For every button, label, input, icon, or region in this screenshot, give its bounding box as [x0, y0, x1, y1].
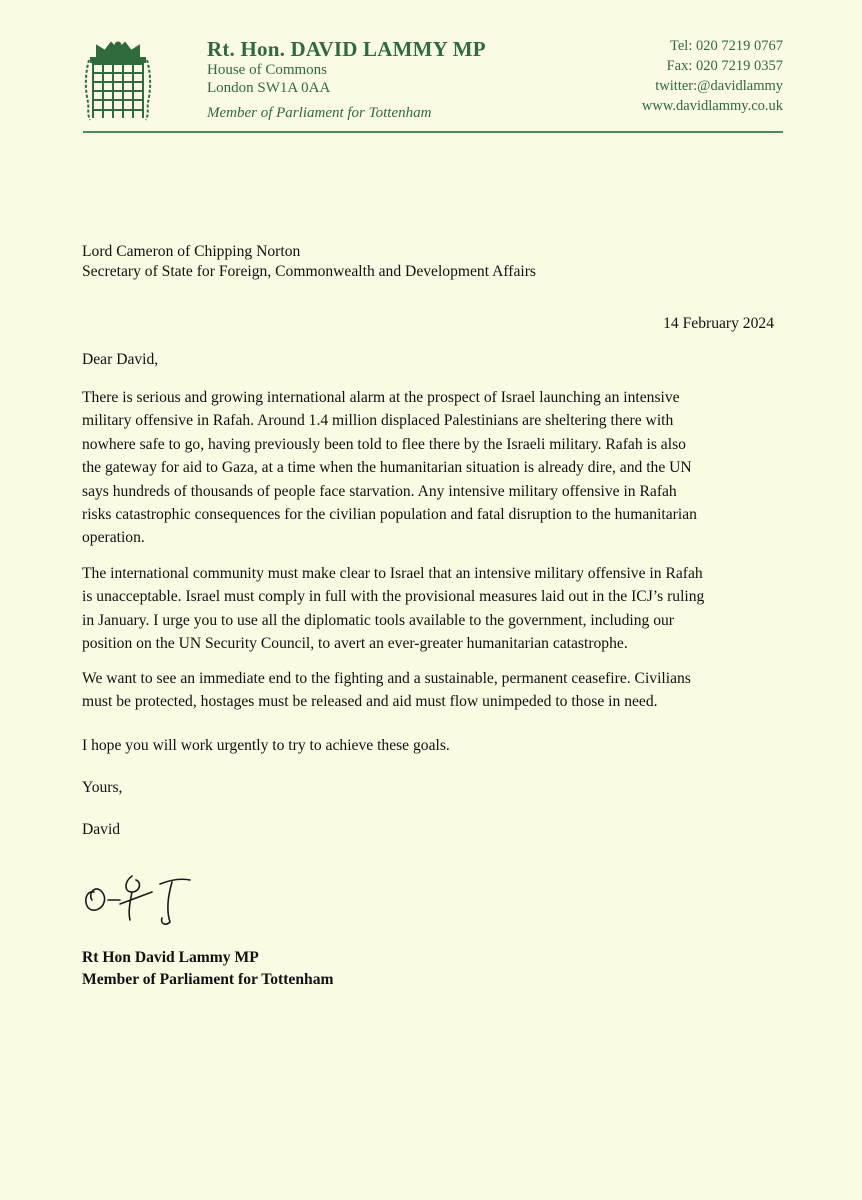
paragraph-line: position on the UN Security Council, to avert an ever-greater humanitarian catastrophe. [82, 635, 628, 653]
letterhead-twitter: twitter:@davidlammy [655, 78, 783, 94]
paragraph-line: must be protected, hostages must be released and aid must flow unimpeded to those in need. [82, 693, 658, 711]
salutation: Dear David, [82, 351, 159, 368]
signatory-role: Member of Parliament for Tottenham [82, 971, 334, 988]
recipient-title: Secretary of State for Foreign, Commonwealth and Development Affairs [82, 263, 536, 280]
paragraph-line: in January. I urge you to use all the diplomatic tools available to the government, including our [82, 611, 674, 629]
paragraph-line: The international community must make clear to Israel that an intensive military offensive in Rafah [82, 565, 703, 582]
letterhead-member-line: Member of Parliament for Tottenham [207, 105, 432, 121]
handwritten-signature [80, 862, 195, 930]
letter-date: 14 February 2024 [663, 315, 774, 332]
paragraph-line: I hope you will work urgently to try to achieve these goals. [82, 737, 450, 754]
paragraph-line: the gateway for aid to Gaza, at a time when the humanitarian situation is already dire, and the UN [82, 459, 692, 477]
letterhead-address-line1: House of Commons [207, 62, 327, 78]
paragraph-line: There is serious and growing international alarm at the prospect of Israel launching an intensive [82, 389, 680, 406]
letterhead [0, 0, 862, 140]
paragraph-line: military offensive in Rafah. Around 1.4 million displaced Palestinians are sheltering there with [82, 412, 674, 430]
paragraph-line: is unacceptable. Israel must comply in full with the provisional measures laid out in the ICJ’s ruling [82, 588, 705, 606]
signature-block [82, 947, 333, 991]
closing: Yours, [82, 779, 123, 796]
letterhead-name: Rt. Hon. DAVID LAMMY MP [207, 37, 486, 61]
letterhead-divider [83, 131, 783, 133]
signatory-name: Rt Hon David Lammy MP [82, 949, 259, 966]
body-paragraph [82, 667, 772, 714]
paragraph-line: risks catastrophic consequences for the civilian population and fatal disruption to the humanitarian [82, 506, 697, 524]
recipient-block [82, 242, 536, 282]
letterhead-website: www.davidlammy.co.uk [641, 98, 783, 114]
portcullis-icon [83, 40, 153, 122]
paragraph-line: We want to see an immediate end to the fighting and a sustainable, permanent ceasefire. Civilians [82, 670, 691, 687]
paragraph-line: says hundreds of thousands of people face starvation. Any intensive military offensive in Rafah [82, 482, 677, 500]
letterhead-fax: Fax: 020 7219 0357 [666, 58, 783, 74]
signoff-name: David [82, 821, 121, 838]
paragraph-line: nowhere safe to go, having previously been told to flee there by the Israeli military. Rafah is also [82, 435, 686, 453]
letterhead-address-line2: London SW1A 0AA [207, 80, 331, 96]
body-paragraph [82, 386, 772, 550]
body-paragraph [82, 562, 772, 656]
paragraph-line: operation. [82, 529, 145, 547]
recipient-name: Lord Cameron of Chipping Norton [82, 243, 301, 260]
body-paragraph [82, 734, 772, 757]
letterhead-tel: Tel: 020 7219 0767 [670, 38, 783, 54]
